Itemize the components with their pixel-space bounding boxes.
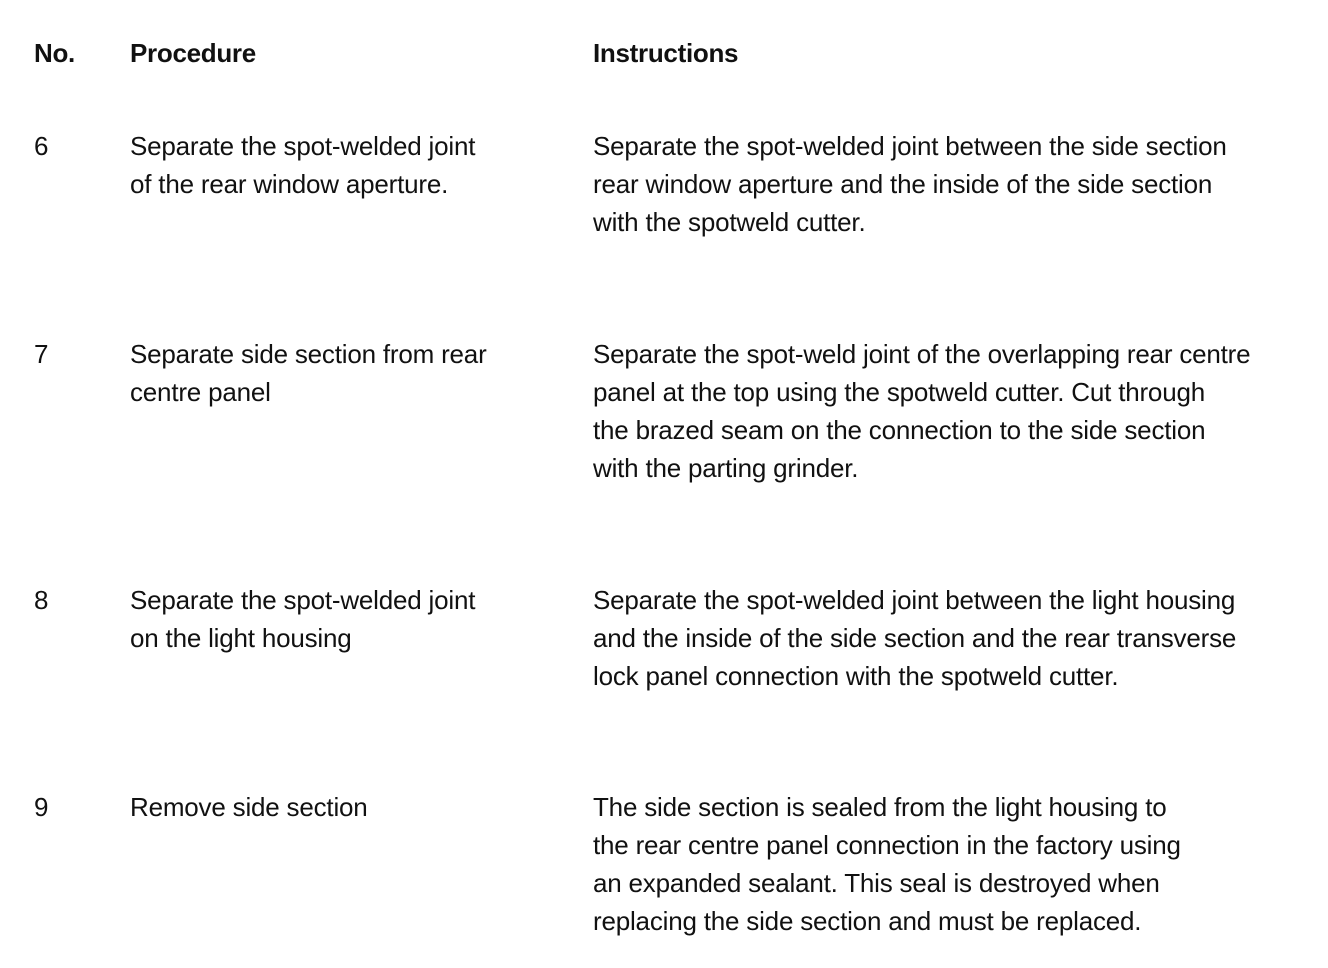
instructions-cell [593, 335, 1323, 487]
instructions-line: with the spotweld cutter. [593, 207, 866, 237]
procedure-line: of the rear window aperture. [130, 169, 449, 199]
instructions-line: an expanded sealant. This seal is destroyed when [593, 868, 1160, 898]
instructions-line: lock panel connection with the spotweld cutter. [593, 661, 1119, 691]
instructions-cell [593, 788, 1323, 940]
instructions-line: replacing the side section and must be replaced. [593, 906, 1142, 936]
step-number: 7 [34, 339, 49, 369]
procedure-cell [130, 581, 540, 657]
header-no: No. [34, 38, 75, 68]
procedure-line: Separate the spot-welded joint [130, 585, 476, 615]
instructions-line: rear window aperture and the inside of the side section [593, 169, 1213, 199]
instructions-line: Separate the spot-weld joint of the overlapping rear centre [593, 339, 1251, 369]
instructions-line: Separate the spot-welded joint between the side section [593, 131, 1227, 161]
procedure-line: Remove side section [130, 792, 368, 822]
header-instructions: Instructions [593, 38, 739, 68]
procedure-cell [130, 335, 540, 411]
instructions-line: with the parting grinder. [593, 453, 859, 483]
procedure-cell [130, 788, 540, 826]
procedure-line: Separate the spot-welded joint [130, 131, 476, 161]
instructions-line: Separate the spot-welded joint between the light housing [593, 585, 1236, 615]
instructions-line: the rear centre panel connection in the factory using [593, 830, 1181, 860]
table-header [0, 38, 1328, 72]
step-number: 9 [34, 792, 49, 822]
instructions-cell [593, 581, 1323, 695]
procedure-line: Separate side section from rear [130, 339, 487, 369]
procedure-cell [130, 127, 540, 203]
instructions-line: panel at the top using the spotweld cutter. Cut through [593, 377, 1205, 407]
instructions-cell [593, 127, 1323, 241]
instructions-line: the brazed seam on the connection to the side section [593, 415, 1206, 445]
procedure-line: on the light housing [130, 623, 352, 653]
instructions-line: The side section is sealed from the light housing to [593, 792, 1167, 822]
step-number: 6 [34, 131, 49, 161]
step-number: 8 [34, 585, 49, 615]
header-procedure: Procedure [130, 38, 256, 68]
instructions-line: and the inside of the side section and the rear transverse [593, 623, 1237, 653]
procedure-line: centre panel [130, 377, 271, 407]
